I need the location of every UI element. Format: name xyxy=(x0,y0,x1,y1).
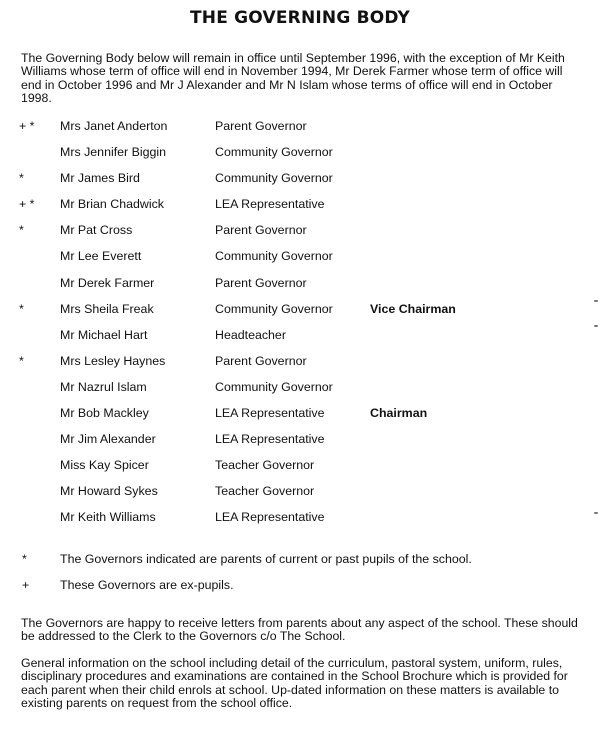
governor-role: Community Governor xyxy=(215,249,333,264)
governor-row xyxy=(0,510,600,536)
governor-name: Mr Lee Everett xyxy=(60,249,142,264)
governor-name: Mr Howard Sykes xyxy=(60,484,158,499)
governor-name: Mr Nazrul Islam xyxy=(60,379,147,394)
governor-marker: + * xyxy=(19,197,35,212)
governor-role: Community Governor xyxy=(215,145,333,160)
governor-marker: * xyxy=(19,353,24,368)
governor-role: Teacher Governor xyxy=(215,484,315,499)
governor-office: Chairman xyxy=(370,406,428,421)
scan-mark xyxy=(594,300,598,302)
letters-paragraph: The Governors are happy to receive letters from parents about any aspect of the school. These should be addressed to the Clerk to the Governors c/o The School. xyxy=(21,616,578,644)
governor-role: Parent Governor xyxy=(215,119,307,133)
governor-row xyxy=(0,484,600,510)
governor-role: Parent Governor xyxy=(215,223,307,238)
governor-row xyxy=(0,223,600,249)
governor-role: Community Governor xyxy=(215,171,333,186)
governor-name: Mr James Bird xyxy=(60,171,140,186)
governor-marker: * xyxy=(19,223,24,238)
governor-name: Mr Keith Williams xyxy=(60,510,156,525)
governor-marker: + * xyxy=(19,119,35,133)
brochure-paragraph: General information on the school including detail of the curriculum, pastoral system, uniform, rules, disciplinary procedures and examinations are contained in the School Brochure which is provided for each parent when their child enrols at school. Up-dated information on these matters is available to existing parents on request from the school office. xyxy=(21,656,568,711)
note-marker: * xyxy=(22,552,27,566)
governor-row xyxy=(0,171,600,197)
page-title: THE GOVERNING BODY xyxy=(189,8,410,28)
governor-role: LEA Representative xyxy=(215,510,325,525)
governor-name: Mr Pat Cross xyxy=(60,223,133,238)
governor-row xyxy=(0,249,600,275)
governor-row xyxy=(0,197,600,223)
governor-name: Mr Derek Farmer xyxy=(60,275,155,290)
governor-role: Parent Governor xyxy=(215,353,307,368)
governor-role: Teacher Governor xyxy=(215,458,315,473)
governor-row xyxy=(0,406,600,432)
intro-paragraph: The Governing Body below will remain in office until September 1996, with the exception of Mr Keith Williams whose term of office will end in November 1994, Mr Derek Farmer whose term of office will end in October 1996 and Mr J Alexander and Mr N Islam whose terms of office will end in October 1998. xyxy=(21,51,565,106)
governor-row xyxy=(0,380,600,406)
governor-marker: * xyxy=(19,301,24,316)
governor-row xyxy=(0,458,600,484)
governor-name: Mr Brian Chadwick xyxy=(60,197,164,212)
governor-role: LEA Representative xyxy=(215,432,325,447)
governor-role: Community Governor xyxy=(215,379,333,394)
governor-office: Vice Chairman xyxy=(370,301,456,316)
scan-mark xyxy=(594,512,598,514)
governor-role: Parent Governor xyxy=(215,275,307,290)
governor-row xyxy=(0,328,600,354)
governor-role: LEA Representative xyxy=(215,406,325,421)
note-text: The Governors indicated are parents of current or past pupils of the school. xyxy=(60,552,472,566)
governor-name: Mrs Janet Anderton xyxy=(60,119,168,133)
governor-name: Mrs Lesley Haynes xyxy=(60,353,166,368)
note-text: These Governors are ex-pupils. xyxy=(60,578,234,592)
governor-role: Headteacher xyxy=(215,327,286,342)
governor-row xyxy=(0,432,600,458)
governor-marker: * xyxy=(19,171,24,186)
governor-name: Mr Jim Alexander xyxy=(60,432,156,447)
governor-row xyxy=(0,119,600,145)
governor-name: Mrs Jennifer Biggin xyxy=(60,145,167,160)
governor-name: Miss Kay Spicer xyxy=(60,458,149,473)
governor-role: Community Governor xyxy=(215,301,333,316)
governor-row xyxy=(0,354,600,380)
governor-row xyxy=(0,276,600,302)
note-marker: + xyxy=(22,578,30,592)
scan-mark xyxy=(594,325,598,327)
governor-name: Mr Bob Mackley xyxy=(60,406,149,421)
governor-name: Mrs Sheila Freak xyxy=(60,301,154,316)
governor-row xyxy=(0,145,600,171)
governor-list xyxy=(0,119,600,537)
governor-role: LEA Representative xyxy=(215,197,325,212)
governor-name: Mr Michael Hart xyxy=(60,327,148,342)
governor-row xyxy=(0,302,600,328)
